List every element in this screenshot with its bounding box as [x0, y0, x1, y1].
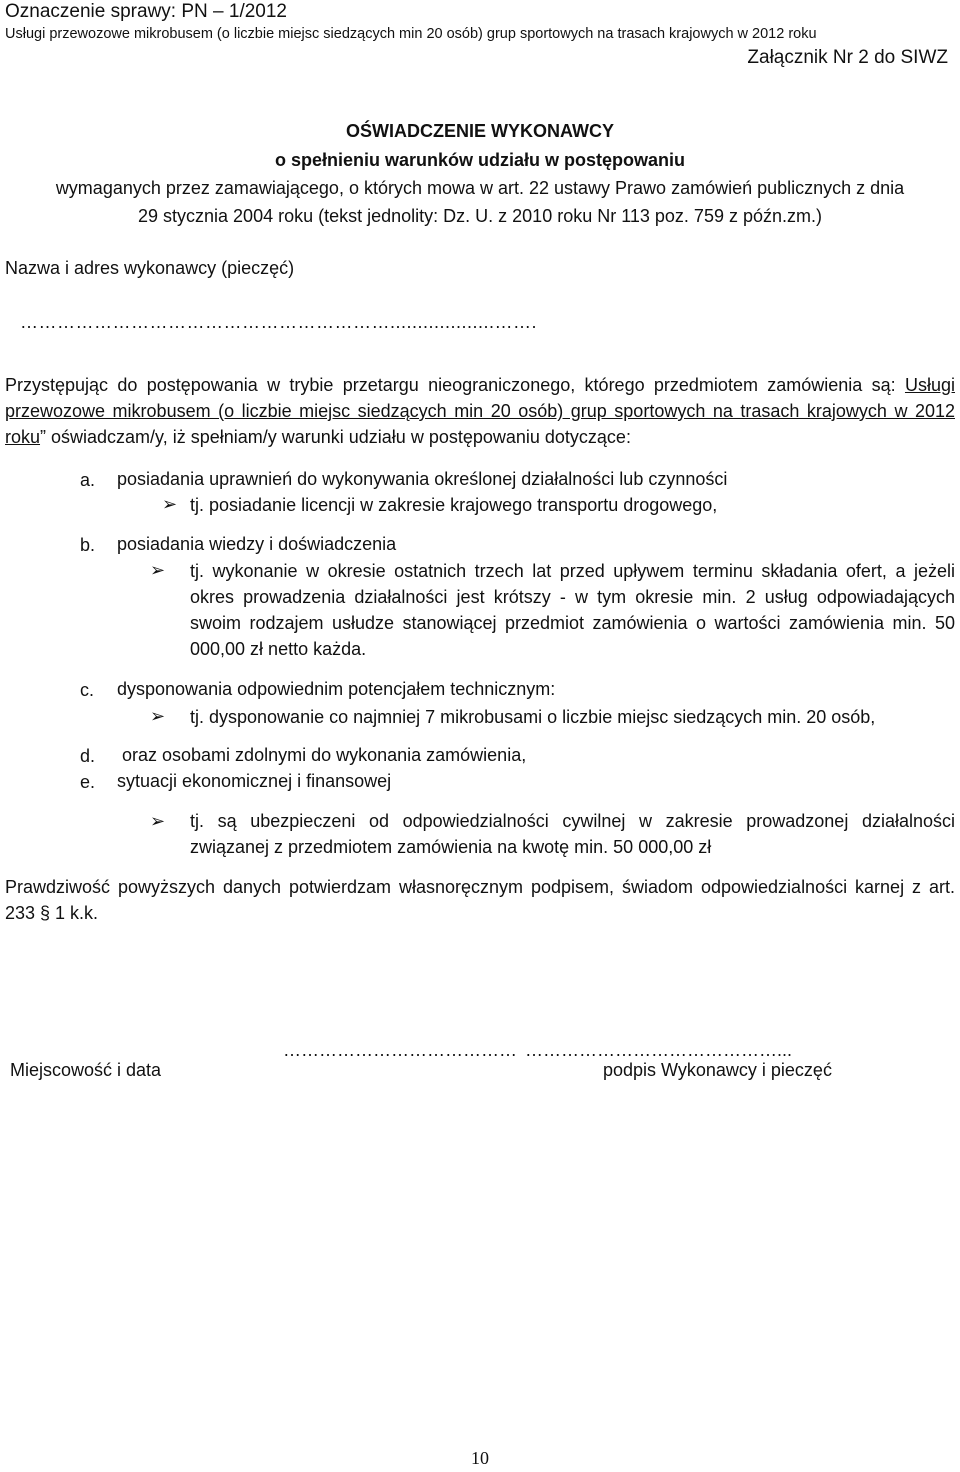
intro-text: Przystępując do postępowania w trybie przetargu nieograniczonego, którego przedmiotem zamówienia są:: [5, 375, 905, 395]
item-letter-a: a.: [80, 470, 96, 490]
item-e-text: sytuacji ekonomicznej i finansowej: [117, 771, 392, 791]
legal-basis-line2: 29 stycznia 2004 roku (tekst jednolity: Dz. U. z 2010 roku Nr 113 poz. 759 z późn.zm.): [138, 206, 822, 226]
document-title: OŚWIADCZENIE WYKONAWCY: [346, 121, 614, 141]
item-letter-b: b.: [80, 535, 96, 555]
place-date-label: Miejscowość i data: [10, 1060, 162, 1080]
signature-label: podpis Wykonawcy i pieczęć: [603, 1060, 832, 1080]
contractor-name-label: Nazwa i adres wykonawcy (pieczęć): [5, 258, 295, 278]
item-letter-c: c.: [80, 680, 95, 700]
intro-declaration: ” oświadczam/y, iż spełniam/y warunki udziału w postępowaniu dotyczące:: [40, 427, 631, 447]
attachment-label: Załącznik Nr 2 do SIWZ: [747, 47, 948, 68]
contract-subject-underlined: Usługi przewozowe mikrobusem (o liczbie miejsc siedzących min 20 osób) grup sportowych na trasach krajowych w 2012 roku: [5, 375, 955, 447]
arrow-bullet-icon: ➢: [150, 811, 166, 831]
page-number: 10: [471, 1448, 489, 1468]
arrow-bullet-icon: ➢: [150, 560, 166, 580]
item-d-text: oraz osobami zdolnymi do wykonania zamówienia,: [122, 745, 527, 765]
item-letter-e: e.: [80, 772, 96, 792]
item-a-detail: tj. posiadanie licencji w zakresie krajowego transportu drogowego,: [190, 495, 718, 515]
case-number: Oznaczenie sprawy: PN – 1/2012: [5, 1, 287, 22]
place-date-dots: …………………………………: [283, 1040, 517, 1060]
item-b-text: posiadania wiedzy i doświadczenia: [117, 534, 397, 554]
document-title-subline: o spełnieniu warunków udziału w postępowaniu: [274, 150, 686, 170]
contractor-name-field: ……………………………………………………...................…….: [20, 312, 538, 332]
arrow-bullet-icon: ➢: [162, 494, 178, 514]
signature-dots: ……………………………………...: [525, 1040, 793, 1060]
item-b-detail: tj. wykonanie w okresie ostatnich trzech lat przed upływem terminu składania ofert, a jeżeli okres prowadzenia działalności jest krótszy - w tym okresie min. 2 usług odpowiadających swoim rodzajem usłudze stanowiącej przedmiot zamówienia o wartości zamówienia min. 50 000,00 zł netto każda.: [190, 561, 955, 659]
item-e-detail: tj. są ubezpieczeni od odpowiedzialności cywilnej w zakresie prowadzonej działalności związanej z przedmiotem zamówienia na kwotę min. 50 000,00 zł: [190, 811, 955, 857]
intro-paragraph: [5, 372, 955, 450]
declaration-paragraph: Prawdziwość powyższych danych potwierdzam własnoręcznym podpisem, świadom odpowiedzialności karnej z art. 233 § 1 k.k.: [5, 877, 955, 923]
document-subject: Usługi przewozowe mikrobusem (o liczbie miejsc siedzących min 20 osób) grup sportowych na trasach krajowych w 2012 roku: [5, 26, 817, 42]
legal-basis-line1: wymaganych przez zamawiającego, o których mowa w art. 22 ustawy Prawo zamówień publicznych z dnia: [55, 178, 905, 198]
item-c-detail: tj. dysponowanie co najmniej 7 mikrobusami o liczbie miejsc siedzących min. 20 osób,: [190, 707, 876, 727]
item-letter-d: d.: [80, 746, 96, 766]
item-a-text: posiadania uprawnień do wykonywania określonej działalności lub czynności: [117, 469, 728, 489]
item-c-text: dysponowania odpowiednim potencjałem technicznym:: [117, 679, 556, 699]
arrow-bullet-icon: ➢: [150, 706, 166, 726]
